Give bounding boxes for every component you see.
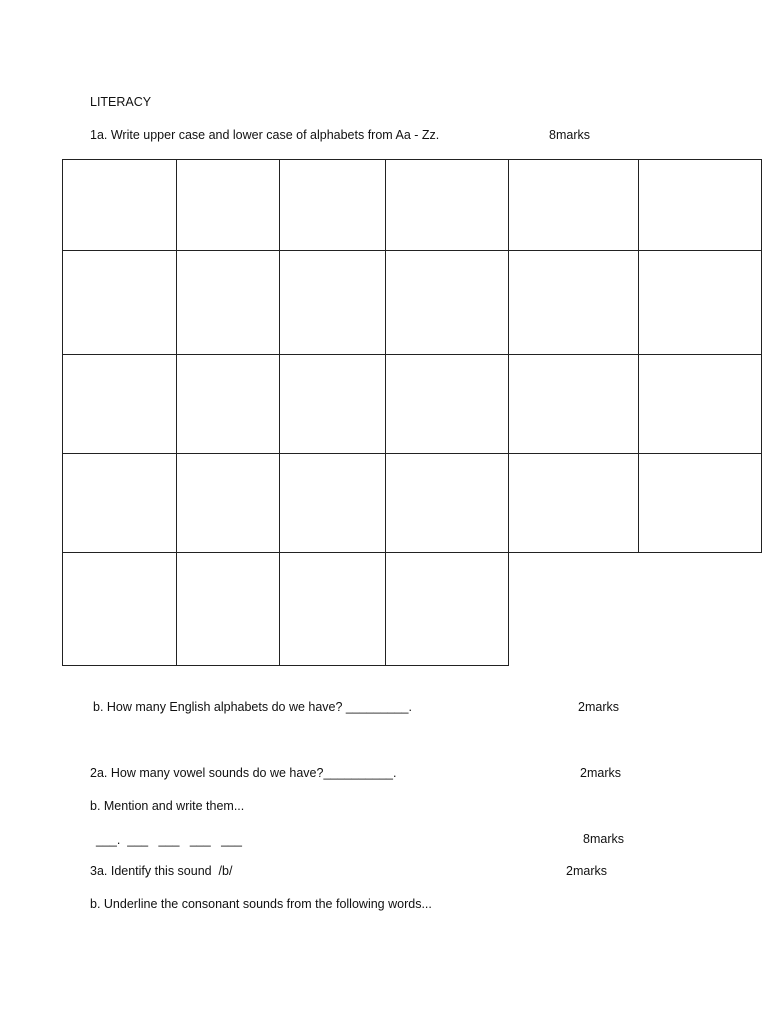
alphabet-cell[interactable]	[176, 552, 280, 666]
alphabet-cell[interactable]	[385, 159, 509, 251]
alphabet-cell[interactable]	[385, 453, 509, 553]
alphabet-cell[interactable]	[279, 453, 386, 553]
question-3a-text: 3a. Identify this sound /b/	[90, 864, 233, 878]
question-2b-blanks[interactable]: ___. ___ ___ ___ ___	[96, 833, 242, 847]
alphabet-cell[interactable]	[638, 453, 762, 553]
alphabet-cell[interactable]	[508, 250, 639, 355]
alphabet-cell[interactable]	[508, 453, 639, 553]
alphabet-cell[interactable]	[279, 354, 386, 454]
question-2b-text: b. Mention and write them...	[90, 799, 245, 813]
question-3b-text: b. Underline the consonant sounds from the following words...	[90, 897, 432, 911]
alphabet-cell[interactable]	[508, 159, 639, 251]
alphabet-cell[interactable]	[176, 250, 280, 355]
alphabet-cell[interactable]	[385, 354, 509, 454]
alphabet-cell[interactable]	[279, 552, 386, 666]
alphabet-cell[interactable]	[62, 250, 177, 355]
question-2a-text: 2a. How many vowel sounds do we have?__________.	[90, 766, 397, 780]
alphabet-cell[interactable]	[385, 552, 509, 666]
worksheet-title: LITERACY	[90, 95, 152, 109]
alphabet-cell[interactable]	[176, 453, 280, 553]
alphabet-cell[interactable]	[508, 354, 639, 454]
question-3a-marks: 2marks	[566, 864, 607, 878]
alphabet-cell[interactable]	[62, 453, 177, 553]
question-1b-marks: 2marks	[578, 700, 619, 714]
question-1b-text: b. How many English alphabets do we have? _________.	[93, 700, 412, 714]
question-1a-text: 1a. Write upper case and lower case of alphabets from Aa - Zz.	[90, 128, 440, 142]
alphabet-cell[interactable]	[279, 159, 386, 251]
alphabet-cell[interactable]	[638, 159, 762, 251]
alphabet-cell[interactable]	[62, 159, 177, 251]
question-2b-marks: 8marks	[583, 832, 624, 846]
alphabet-cell[interactable]	[176, 159, 280, 251]
alphabet-cell[interactable]	[638, 354, 762, 454]
question-1a-marks: 8marks	[549, 128, 590, 142]
question-2a-marks: 2marks	[580, 766, 621, 780]
alphabet-cell[interactable]	[638, 250, 762, 355]
alphabet-cell[interactable]	[279, 250, 386, 355]
alphabet-cell[interactable]	[176, 354, 280, 454]
alphabet-cell[interactable]	[62, 552, 177, 666]
alphabet-cell[interactable]	[385, 250, 509, 355]
alphabet-cell[interactable]	[62, 354, 177, 454]
